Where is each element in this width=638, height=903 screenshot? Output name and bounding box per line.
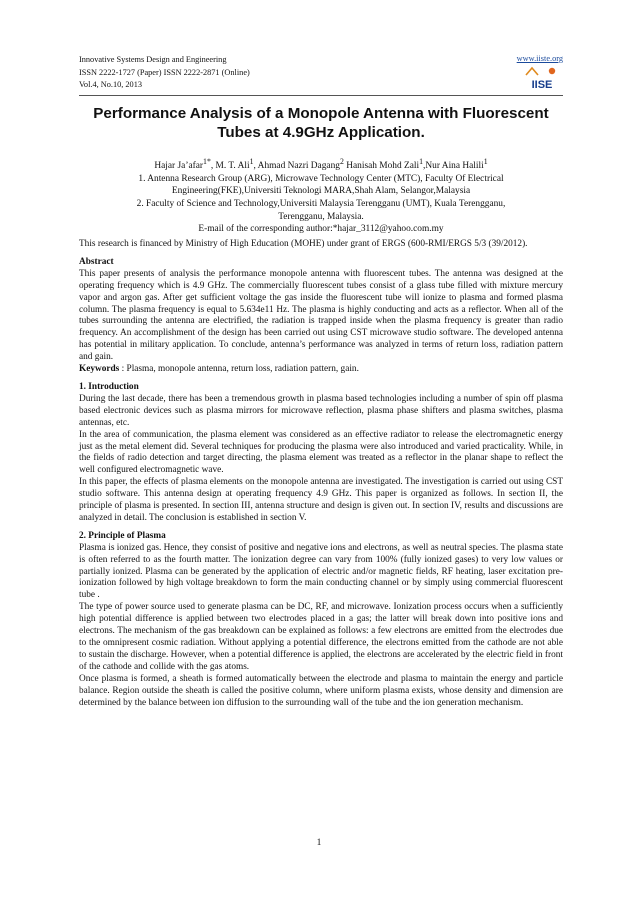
author-sup: 2 [339, 157, 344, 166]
journal-volume: Vol.4, No.10, 2013 [79, 80, 142, 89]
page-number: 1 [316, 838, 322, 848]
author-block [79, 156, 563, 236]
paper-title [79, 104, 563, 142]
section-2-paragraph: The type of power source used to generate plasma can be DC, RF, and microwave. Ionization process occurs when a sufficiently high potential difference is applied between two electrodes placed in a gas; the latter will break down into positive ions and electrons. The mechanism of the gas breakdown can be explained as follows: a few electrons are emitted from the electrodes due to the omnipresent cosmic radiation. Without applying a potential difference, the electrons emitted from the cathode are not able to sustain the discharge. However, when a potential difference is applied, the electrons are accelerated by the electric field in front of the cathode and collide with the gas atoms. [79, 602, 563, 672]
keywords-label: Keywords [79, 364, 120, 375]
author-name: , Ahmad Nazri Dagang [253, 161, 340, 172]
section-2-paragraph: Plasma is ionized gas. Hence, they consist of positive and negative ions and electrons, as well as neutral species. The plasma state is often referred to as the fourth matter. The ionization degree can vary from 100% (fully ionized gases) to very low values or partially ionized. Plasma can be generated by the application of electric and/or magnetic fields, RF heating, laser excitation pre-ionization followed by high voltage breakdown to form the main conducting channel or by simply using commercial fluorescent tube . [79, 542, 563, 601]
keywords-line [79, 364, 563, 376]
title-line-1: Performance Analysis of a Monopole Antenna with Fluorescent [93, 105, 549, 122]
journal-issn: ISSN 2222-1727 (Paper) ISSN 2222-2871 (Online) [79, 67, 250, 77]
logo-text: IISE [531, 79, 553, 91]
author-name: ,Nur Aina Halili [423, 161, 484, 172]
title-line-2: Tubes at 4.9GHz Application. [217, 124, 425, 141]
affiliation-line: Terengganu, Malaysia. [278, 211, 364, 222]
author-list [79, 156, 563, 173]
author-sup: 1 [483, 157, 488, 166]
author-name: , M. T. Ali [210, 161, 250, 172]
journal-name: Innovative Systems Design and Engineering [79, 55, 227, 64]
journal-url-link[interactable]: www.iiste.org [516, 54, 563, 63]
iiste-logo-icon [522, 65, 562, 91]
journal-header [79, 54, 250, 92]
section-1-paragraph: In the area of communication, the plasma element was considered as an effective radiator to release the electromagnetic energy just as the metal element did. Several techniques for producing the plasma were also introduced and varied practicality. While, in the fields of radio detection and target directing, the plasma element was treated as a reflector in the planar shape to reflect the well configured electromagnetic wave. [79, 429, 563, 476]
header-rule [79, 95, 563, 96]
keywords-text: : Plasma, monopole antenna, return loss, radiation pattern, gain. [119, 364, 359, 375]
paper-body [79, 239, 563, 709]
corresponding-email: E-mail of the corresponding author:*hajar_3112@yahoo.com.my [198, 224, 444, 235]
affiliation-line: 1. Antenna Research Group (ARG), Microwave Technology Center (MTC), Faculty Of Electrical [138, 173, 504, 184]
author-name: Hanisah Mohd Zali [343, 161, 420, 172]
affiliation-line: 2. Faculty of Science and Technology,Universiti Malaysia Terengganu (UMT), Kuala Terengganu, [136, 198, 506, 209]
author-sup: 1* [203, 157, 211, 166]
abstract-text: This paper presents of analysis the performance monopole antenna with fluorescent tubes. The antenna was designed at the operating frequency which is 4.9 GHz. The commercially fluorescent tubes consist of a glass tube filled with mixture mercury vapor and argon gas. After get sufficient voltage the gas inside the fluorescent tube will ionize to plasma and formed plasma column. The plasma frequency is equal to 5.634e11 Hz. The plasma is highly conducting and acts as a reflector. When all of the tubes surrounding the antenna are electrified, the radiation is trapped inside when the plasma frequency is greater than radio frequency. An accomplishment of the design has been carried out using CST microwave studio software. The developed antenna has potential in military application. To conclude, antenna’s performance was analyzed in terms of return loss, radiation pattern and gain. [79, 268, 563, 363]
section-2-paragraph: Once plasma is formed, a sheath is formed automatically between the electrode and plasma to maintain the energy and particle balance. Region outside the sheath is called the positive column, where uniform plasma exists, whose density and dimension are determined by the balance between ion diffusion to the surrounding wall of the tube and the ion generation mechanism. [79, 673, 563, 708]
section-1-paragraph: In this paper, the effects of plasma elements on the monopole antenna are investigated. The investigation is carried out using CST studio software. This antenna design at operating frequency 4.9 GHz. This paper is organized as follows. In section II, the principle of plasma is presented. In section III, antenna structure and design is given out. In section IV, results and discussions are analyzed in detail. The conclusion is established in section V. [79, 477, 563, 523]
section-2-heading: 2. Principle of Plasma [79, 530, 166, 541]
author-sup: 1 [419, 157, 424, 166]
section-1-paragraph: During the last decade, there has been a tremendous growth in plasma based technologies including a number of spin off plasma based electronic devices such as plasma mirrors for microwave reflection, plasma phase shifters and plasma switches, plasma antennas, etc. [79, 393, 563, 428]
abstract-heading: Abstract [79, 256, 114, 267]
funding-note: This research is financed by Ministry of High Education (MOHE) under grant of ERGS (600-RMI/ERGS 5/3 (39/2012). [79, 239, 528, 249]
author-sup: 1 [249, 157, 254, 166]
section-1-heading: 1. Introduction [79, 381, 139, 392]
author-name: Hajar Ja’afar [154, 161, 204, 172]
affiliation-line: Engineering(FKE),Universiti Teknologi MARA,Shah Alam, Selangor,Malaysia [171, 186, 471, 197]
